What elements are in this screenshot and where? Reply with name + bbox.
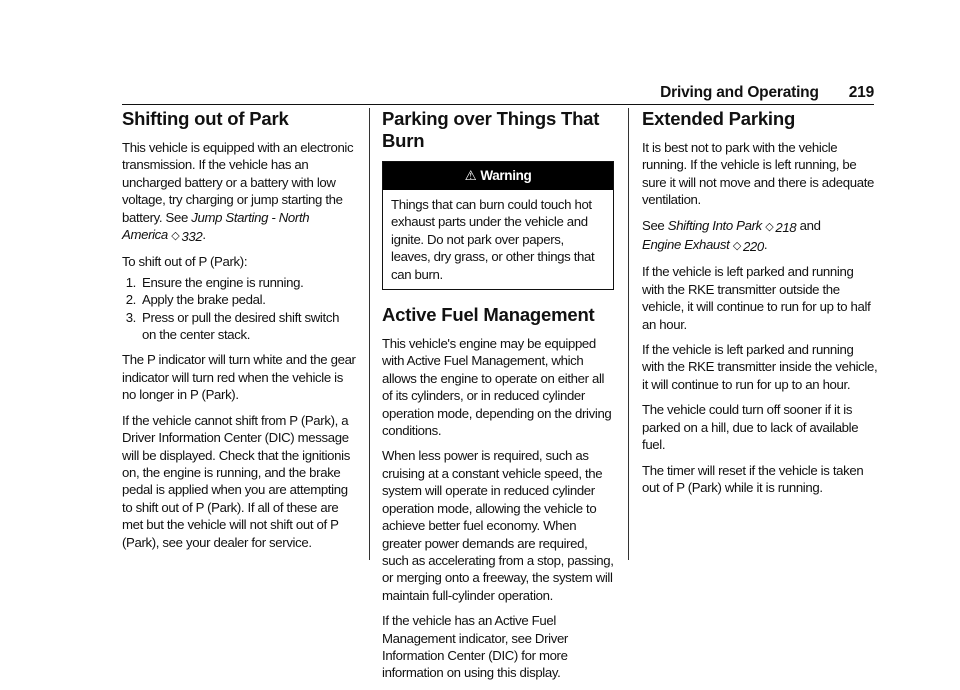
paragraph: If the vehicle is left parked and running with the RKE transmitter inside the vehicle, it will continue to run for up to an hour. xyxy=(642,342,878,392)
page-number: 219 xyxy=(848,84,874,101)
paragraph: The timer will reset if the vehicle is taken out of P (Park) while it is running. xyxy=(642,462,864,495)
page-reference[interactable]: ◇ 220 xyxy=(732,239,764,255)
section-heading: Parking over Things That Burn xyxy=(382,108,600,151)
paragraph: If the vehicle cannot shift from P (Park), a Driver Information Center (DIC) message will be displayed. Check that the ignitionis on, the engine is running, and the brake pedal is applied when you are attempting to shift out of P (Park). If all of these are met but the vehicle will not shift out of P (Park), see your dealer for service. xyxy=(122,412,350,550)
paragraph: If the vehicle has an Active Fuel Management indicator, see Driver Information Center (DIC) for more information on using this display. xyxy=(382,613,568,681)
warning-label: Warning xyxy=(480,168,532,183)
paragraph: The P indicator will turn white and the gear indicator will turn red when the vehicle is no longer in P (Park). xyxy=(122,352,356,403)
paragraph: It is best not to park with the vehicle running. If the vehicle is left running, be sure it will not move and there is adequate ventilation. xyxy=(642,140,874,208)
cross-reference-link[interactable]: Engine Exhaust xyxy=(642,237,730,253)
paragraph: This vehicle is equipped with an electronic transmission. If the vehicle has an uncharged battery or a battery with low voltage, try charging or jump starting the battery. See Jump Starting - North America ◇ 332 . xyxy=(122,140,354,245)
column-extended-parking xyxy=(642,108,878,504)
column-divider xyxy=(628,108,629,560)
section-title: Driving and Operating xyxy=(660,84,819,101)
running-head xyxy=(660,84,874,102)
paragraph: See Shifting Into Park ◇ 218 and Engine Exhaust ◇ 220 . xyxy=(642,217,821,255)
header-rule xyxy=(122,104,874,105)
list-item: 3. Press or pull the desired shift switch on the center stack. xyxy=(125,309,340,343)
list-item: 2. Apply the brake pedal. xyxy=(125,292,266,308)
page-reference[interactable]: ◇ 332 xyxy=(171,229,203,245)
page-reference[interactable]: ◇ 218 xyxy=(765,219,797,235)
page-ref-arrow-icon: ◇ xyxy=(171,230,180,243)
list-item: 1. Ensure the engine is running. xyxy=(125,274,304,290)
page-ref-arrow-icon: ◇ xyxy=(765,220,774,233)
cross-reference-link[interactable]: Jump Starting - North America xyxy=(122,209,310,243)
cross-reference-link[interactable]: Shifting Into Park xyxy=(667,217,762,233)
section-heading: Active Fuel Management xyxy=(382,304,595,326)
warning-box xyxy=(382,161,614,290)
paragraph: The vehicle could turn off sooner if it is parked on a hill, due to lack of available fuel. xyxy=(642,402,859,453)
steps-list xyxy=(122,274,356,344)
column-shifting-out-of-park xyxy=(122,108,356,559)
paragraph: If the vehicle is left parked and running with the RKE transmitter outside the vehicle, it will continue to run for up to half an hour. xyxy=(642,264,871,332)
paragraph: To shift out of P (Park): xyxy=(122,254,248,270)
warning-text: Things that can burn could touch hot exhaust parts under the vehicle and ignite. Do not park over papers, leaves, dry grass, or other things that can burn. xyxy=(391,197,595,282)
page-ref-arrow-icon: ◇ xyxy=(732,240,741,253)
section-heading: Shifting out of Park xyxy=(122,108,289,129)
warning-header xyxy=(383,162,613,190)
paragraph: This vehicle's engine may be equipped with Active Fuel Management, which allows the engine to operate on either all of its cylinders, or in reduced cylinder operation mode, depending on the driving conditions. xyxy=(382,336,612,439)
section-heading: Extended Parking xyxy=(642,108,796,129)
column-parking-over-things xyxy=(382,108,614,690)
warning-icon: ⚠ xyxy=(464,168,477,183)
paragraph: When less power is required, such as cruising at a constant vehicle speed, the system will operate in reduced cylinder operation mode, allowing the vehicle to achieve better fuel economy. When greater power demands are required, such as accelerating from a stop, passing, or merging onto a freeway, the system will maintain full-cylinder operation. xyxy=(382,448,614,603)
column-divider xyxy=(369,108,370,560)
